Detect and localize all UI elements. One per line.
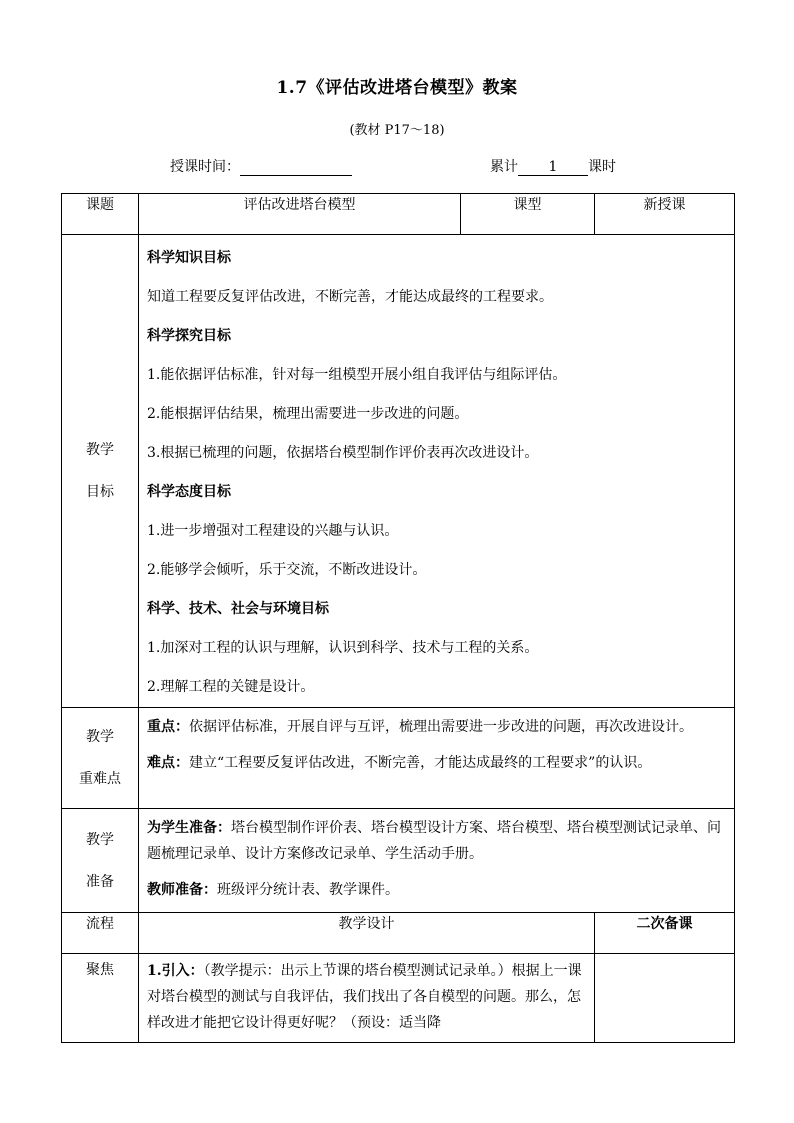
goals-label xyxy=(62,235,139,708)
flow-header-row xyxy=(62,913,735,954)
inquiry-item-2: 2.能根据评估结果，梳理出需要进一步改进的问题。 xyxy=(147,406,469,422)
topic-value: 评估改进塔台模型 xyxy=(139,194,461,235)
sts-title: 科学、技术、社会与环境目标 xyxy=(147,601,329,617)
preparation-label-line2: 准备 xyxy=(86,873,114,890)
flow-label: 流程 xyxy=(62,913,139,954)
preparation-label xyxy=(62,809,139,913)
inquiry-title: 科学探究目标 xyxy=(147,328,231,344)
type-label: 课型 xyxy=(461,194,595,235)
focus-intro-text: （教学提示：出示上节课的塔台模型测试记录单。）根据上一课对塔台模型的测试与自我评估，我们找出了各自模型的问题。那么，怎样改进才能把它设计得更好呢？（预设：适当降 xyxy=(147,963,582,1031)
goals-row xyxy=(62,235,735,708)
preparation-content xyxy=(139,809,735,913)
key-point-label: 重点： xyxy=(147,719,189,735)
student-prep-text: 塔台模型制作评价表、塔台模型设计方案、塔台模型、塔台模型测试记录单、问题梳理记录单、设计方案修改记录单、学生活动手册。 xyxy=(147,820,721,862)
focus-row xyxy=(62,954,735,1043)
focus-content xyxy=(139,954,595,1043)
preparation-row xyxy=(62,809,735,913)
key-point-text: 依据评估标准，开展自评与互评，梳理出需要进一步改进的问题，再次改进设计。 xyxy=(189,719,693,735)
header-row xyxy=(62,194,735,235)
focus-label: 聚焦 xyxy=(62,954,139,1043)
inquiry-item-3: 3.根据已梳理的问题，依据塔台模型制作评价表再次改进设计。 xyxy=(147,445,539,461)
second-prep-label: 二次备课 xyxy=(595,913,735,954)
design-label: 教学设计 xyxy=(139,913,595,954)
difficulty-label-line2: 重难点 xyxy=(79,771,121,787)
difficulty-label-line1: 教学 xyxy=(86,729,114,745)
hard-point-text: 建立“工程要反复评估改进，不断完善，才能达成最终的工程要求”的认识。 xyxy=(189,755,652,771)
teacher-prep xyxy=(147,877,726,903)
difficulty-content xyxy=(139,708,735,809)
document-subtitle: (教材 P17～18) xyxy=(349,123,445,138)
cumulative-hours xyxy=(490,156,616,176)
document-title: 1.7《评估改进塔台模型》教案 xyxy=(276,78,518,98)
hard-point xyxy=(147,750,726,776)
preparation-label-line1: 教学 xyxy=(86,831,114,848)
teacher-prep-text: 班级评分统计表、教学课件。 xyxy=(217,882,399,898)
attitude-item-1: 1.进一步增强对工程建设的兴趣与认识。 xyxy=(147,523,399,539)
type-value: 新授课 xyxy=(595,194,735,235)
hard-point-label: 难点： xyxy=(147,755,189,771)
student-prep-label: 为学生准备： xyxy=(147,820,231,836)
focus-second-prep xyxy=(595,954,735,1043)
sts-item-1: 1.加深对工程的认识与理解，认识到科学、技术与工程的关系。 xyxy=(147,640,539,656)
teaching-time-label: 授课时间： xyxy=(170,159,240,175)
key-point xyxy=(147,714,726,740)
attitude-item-2: 2.能够学会倾听，乐于交流，不断改进设计。 xyxy=(147,562,427,578)
inquiry-item-1: 1.能依据评估标准，针对每一组模型开展小组自我评估与组际评估。 xyxy=(147,367,567,383)
difficulty-label xyxy=(62,708,139,809)
sci-knowledge-text: 知道工程要反复评估改进，不断完善，才能达成最终的工程要求。 xyxy=(147,289,553,305)
topic-label: 课题 xyxy=(62,194,139,235)
goals-label-line1: 教学 xyxy=(86,442,114,458)
sci-knowledge-title: 科学知识目标 xyxy=(147,250,231,266)
goals-content xyxy=(139,235,735,708)
teaching-time xyxy=(170,156,352,176)
difficulty-row xyxy=(62,708,735,809)
teaching-time-blank xyxy=(240,161,352,176)
focus-intro xyxy=(147,958,586,1036)
student-prep xyxy=(147,815,726,867)
cumulative-label: 累计 xyxy=(490,159,518,175)
focus-intro-label: 1.引入： xyxy=(147,963,204,979)
attitude-title: 科学态度目标 xyxy=(147,484,231,500)
teacher-prep-label: 教师准备： xyxy=(147,882,217,898)
goals-label-line2: 目标 xyxy=(86,484,114,500)
cumulative-value: 1 xyxy=(518,159,588,176)
cumulative-unit: 课时 xyxy=(588,159,616,175)
lesson-plan-table xyxy=(61,193,735,1043)
sts-item-2: 2.理解工程的关键是设计。 xyxy=(147,679,315,695)
